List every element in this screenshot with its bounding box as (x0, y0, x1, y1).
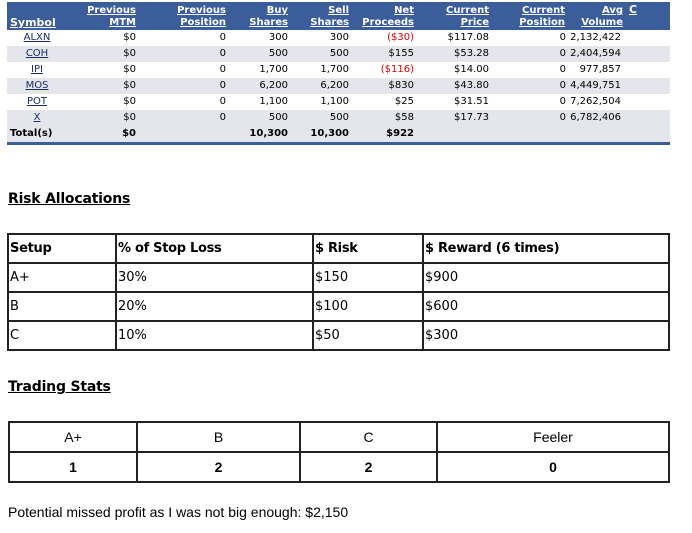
totals-prev-mtm: $0 (67, 126, 139, 144)
cell-net-proceeds: $830 (352, 78, 417, 94)
stats-label-feeler: Feeler (437, 422, 669, 452)
position-row (7, 46, 670, 62)
cell-prev-position: 0 (139, 94, 229, 110)
cell-current-price: $53.28 (417, 46, 492, 62)
cell-prev-position: 0 (139, 78, 229, 94)
stats-value-c: 2 (300, 452, 437, 482)
col-header-line2[interactable]: Position (519, 17, 565, 28)
position-row (7, 110, 670, 126)
cell-prev-position: 0 (139, 46, 229, 62)
avg-volume-value: 7,262,504 (570, 96, 621, 107)
risk-header-reward: $ Reward (6 times) (423, 234, 669, 263)
cell-current-price: $17.73 (417, 110, 492, 126)
symbol-link[interactable]: MOS (7, 78, 67, 94)
risk-cell-setup: C (8, 321, 116, 350)
symbol-link[interactable]: COH (7, 46, 67, 62)
position-row (7, 30, 670, 46)
cell-avg-volume (568, 62, 670, 78)
stats-label-row (9, 422, 669, 452)
col-header-current-position[interactable] (492, 2, 568, 30)
positions-table (7, 2, 670, 145)
totals-buy-shares: 10,300 (229, 126, 291, 144)
avg-volume-value: 977,857 (579, 64, 621, 75)
risk-cell-stop-loss: 20% (116, 292, 313, 321)
cell-sell-shares: 1,100 (291, 94, 352, 110)
cell-current-position: 0 (492, 30, 568, 46)
stats-label-a-plus: A+ (9, 422, 137, 452)
col-header-net-proceeds[interactable] (352, 2, 417, 30)
cell-prev-mtm: $0 (67, 62, 139, 78)
col-header-line1[interactable]: Sell (328, 5, 349, 16)
cell-current-price: $31.51 (417, 94, 492, 110)
col-header-cut[interactable] (626, 2, 670, 30)
col-header-line1[interactable]: Previous (87, 5, 136, 16)
totals-sell-shares: 10,300 (291, 126, 352, 144)
risk-cell-risk: $150 (313, 263, 423, 292)
col-header-line1[interactable]: Avg (601, 5, 623, 16)
stats-value-row (9, 452, 669, 482)
cell-prev-mtm: $0 (67, 94, 139, 110)
col-header-line1[interactable]: Net (394, 5, 414, 16)
stats-value-a-plus: 1 (9, 452, 137, 482)
cell-net-proceeds: $25 (352, 94, 417, 110)
symbol-link[interactable]: X (7, 110, 67, 126)
col-header-line2[interactable]: Price (460, 17, 489, 28)
totals-avg-volume (568, 126, 626, 144)
avg-volume-value: 4,449,751 (570, 80, 621, 91)
positions-header-row (7, 2, 670, 30)
cell-current-position: 0 (492, 46, 568, 62)
cell-buy-shares: 300 (229, 30, 291, 46)
positions-body (7, 30, 670, 144)
risk-cell-reward: $300 (423, 321, 669, 350)
stats-label-c: C (300, 422, 437, 452)
avg-volume-value: 2,404,594 (570, 48, 621, 59)
risk-cell-stop-loss: 30% (116, 263, 313, 292)
col-header-current-price[interactable] (417, 2, 492, 30)
col-header-line2[interactable]: MTM (109, 17, 136, 28)
col-header-line1[interactable]: Current (521, 5, 565, 16)
cell-buy-shares: 500 (229, 46, 291, 62)
risk-cell-setup: B (8, 292, 116, 321)
cell-net-proceeds: ($30) (352, 30, 417, 46)
avg-volume-value: 2,132,422 (570, 32, 621, 43)
col-header-line2[interactable]: Volume (581, 17, 623, 28)
totals-prev-position (139, 126, 229, 144)
cell-avg-volume (568, 110, 670, 126)
col-header-line2[interactable]: Shares (249, 17, 288, 28)
cell-sell-shares: 6,200 (291, 78, 352, 94)
totals-net-proceeds: $922 (352, 126, 417, 144)
totals-current-price (417, 126, 492, 144)
cell-prev-mtm: $0 (67, 110, 139, 126)
trading-stats-table (8, 421, 670, 483)
cell-prev-mtm: $0 (67, 30, 139, 46)
col-header-line1[interactable]: Current (445, 5, 489, 16)
cell-net-proceeds: $155 (352, 46, 417, 62)
cell-avg-volume (568, 94, 670, 110)
risk-cell-reward: $600 (423, 292, 669, 321)
col-header-line2[interactable]: Proceeds (362, 17, 414, 28)
cell-prev-position: 0 (139, 30, 229, 46)
cell-current-position: 0 (492, 94, 568, 110)
risk-cell-risk: $50 (313, 321, 423, 350)
symbol-link[interactable]: IPI (7, 62, 67, 78)
position-row (7, 78, 670, 94)
risk-header-setup: Setup (8, 234, 116, 263)
symbol-link[interactable]: ALXN (7, 30, 67, 46)
risk-cell-risk: $100 (313, 292, 423, 321)
totals-label: Total(s) (7, 126, 67, 144)
col-header-buy-shares[interactable] (229, 2, 291, 30)
cell-net-proceeds: ($116) (352, 62, 417, 78)
col-header-avg-volume[interactable] (568, 2, 626, 30)
risk-cell-reward: $900 (423, 263, 669, 292)
totals-cut (626, 126, 670, 144)
col-header-symbol[interactable] (7, 2, 67, 30)
col-header-line1[interactable]: Previous (177, 5, 226, 16)
col-header-line1[interactable]: Buy (266, 5, 288, 16)
cell-prev-mtm: $0 (67, 46, 139, 62)
col-header-symbol-label[interactable]: Symbol (10, 16, 56, 29)
stats-value-b: 2 (137, 452, 300, 482)
cell-net-proceeds: $58 (352, 110, 417, 126)
col-header-prev-mtm[interactable] (67, 2, 139, 30)
trading-stats-title: Trading Stats (8, 379, 111, 395)
col-header-line2[interactable]: Position (180, 17, 226, 28)
risk-header-stop-loss: % of Stop Loss (116, 234, 313, 263)
col-header-prev-position[interactable] (139, 2, 229, 30)
risk-header-row (8, 234, 669, 263)
cell-current-position: 0 (492, 62, 568, 78)
cell-sell-shares: 500 (291, 46, 352, 62)
cell-sell-shares: 1,700 (291, 62, 352, 78)
cell-buy-shares: 6,200 (229, 78, 291, 94)
risk-header-risk: $ Risk (313, 234, 423, 263)
cell-prev-position: 0 (139, 62, 229, 78)
col-header-cut-label[interactable]: C (629, 3, 638, 16)
cell-prev-position: 0 (139, 110, 229, 126)
cell-buy-shares: 1,100 (229, 94, 291, 110)
risk-cell-stop-loss: 10% (116, 321, 313, 350)
cell-current-price: $117.08 (417, 30, 492, 46)
risk-allocations-table (7, 233, 670, 351)
cell-prev-mtm: $0 (67, 78, 139, 94)
totals-current-position (492, 126, 568, 144)
stats-value-feeler: 0 (437, 452, 669, 482)
position-row (7, 94, 670, 110)
position-row (7, 62, 670, 78)
stats-label-b: B (137, 422, 300, 452)
cell-sell-shares: 300 (291, 30, 352, 46)
cell-avg-volume (568, 30, 670, 46)
risk-row (8, 263, 669, 292)
col-header-line2[interactable]: Shares (310, 17, 349, 28)
col-header-sell-shares[interactable] (291, 2, 352, 30)
cell-avg-volume (568, 46, 670, 62)
cell-buy-shares: 500 (229, 110, 291, 126)
cell-current-price: $43.80 (417, 78, 492, 94)
risk-cell-setup: A+ (8, 263, 116, 292)
risk-row (8, 321, 669, 350)
totals-row (7, 126, 670, 144)
symbol-link[interactable]: POT (7, 94, 67, 110)
cell-buy-shares: 1,700 (229, 62, 291, 78)
risk-row (8, 292, 669, 321)
cell-current-position: 0 (492, 78, 568, 94)
cell-current-price: $14.00 (417, 62, 492, 78)
missed-profit-note: Potential missed profit as I was not big enough: $2,150 (8, 504, 349, 520)
cell-sell-shares: 500 (291, 110, 352, 126)
risk-allocations-title: Risk Allocations (8, 191, 131, 207)
cell-avg-volume (568, 78, 670, 94)
cell-current-position: 0 (492, 110, 568, 126)
avg-volume-value: 6,782,406 (570, 112, 621, 123)
